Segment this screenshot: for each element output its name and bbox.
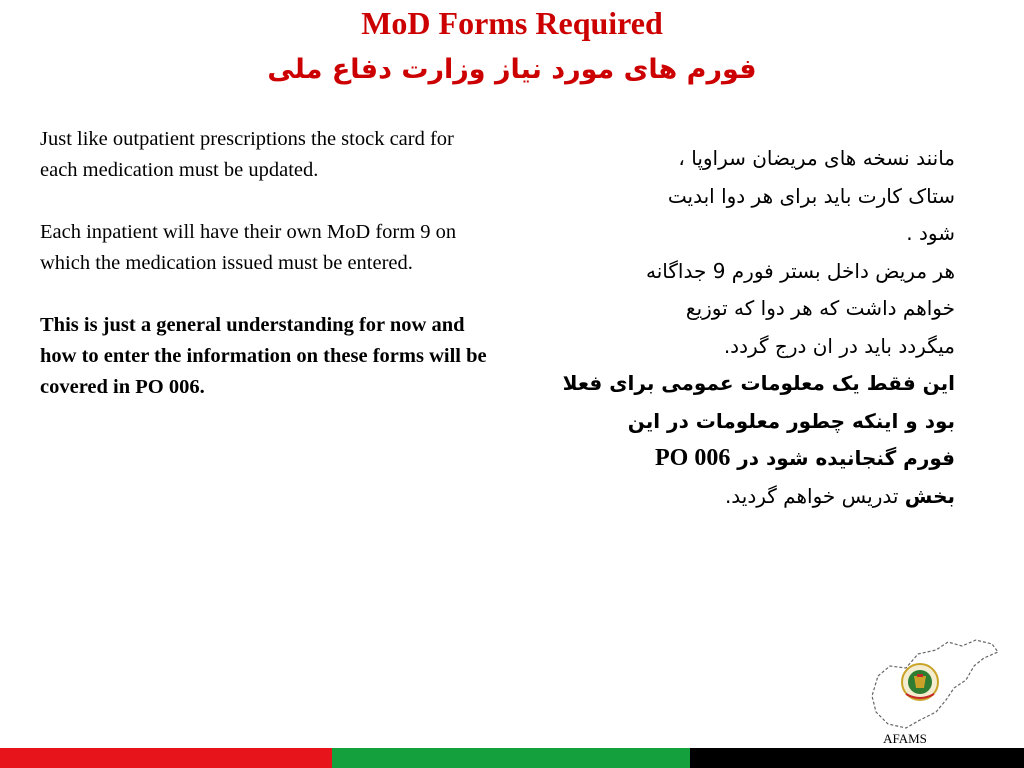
persian-line-9-text: فورم گنجانیده شود در <box>737 446 955 470</box>
stripe-red <box>0 748 332 768</box>
stripe-green <box>332 748 690 768</box>
persian-line-3: شود . <box>906 221 955 245</box>
slide-title: MoD Forms Required <box>361 5 663 41</box>
bottom-color-stripe <box>0 748 1024 768</box>
persian-line-8: بود و اینکه چطور معلومات در این <box>627 408 955 433</box>
persian-line-1: مانند نسخه های مریضان سراوپا ، <box>678 146 955 170</box>
afams-caption: AFAMS <box>883 731 927 746</box>
persian-line-5: خواهم داشت که هر دوا که توزیع <box>685 296 955 320</box>
persian-line-10-rest: تدریس خواهم گردید. <box>724 483 899 508</box>
persian-line-6: میگردد باید در ان درج گردد. <box>723 333 955 358</box>
po-code: PO 006 <box>655 445 731 471</box>
paragraph-stock-card: Just like outpatient prescriptions the stock card for each medication must be updated. <box>40 128 454 181</box>
paragraph-general-note: This is just a general understanding for now and how to enter the information on these forms will be covered in PO 006. <box>40 314 487 398</box>
afghanistan-map-emblem-icon <box>866 636 1002 732</box>
persian-line-2: ستاک کارت باید برای هر دوا ابدیت <box>667 183 955 208</box>
stripe-black <box>690 748 1024 768</box>
paragraph-form-9: Each inpatient will have their own MoD form 9 on which the medication issued must be entered. <box>40 221 457 274</box>
persian-line-10 <box>505 478 955 516</box>
persian-text-column <box>505 140 955 515</box>
persian-line-4: هر مریض داخل بستر فورم 9 جداگانه <box>646 258 955 283</box>
persian-line-9 <box>505 440 955 478</box>
english-text-column <box>40 124 495 403</box>
persian-line-7: این فقط یک معلومات عمومی برای فعلا <box>562 371 955 395</box>
slide-subtitle: فورم های مورد نیاز وزارت دفاع ملی <box>267 54 757 85</box>
persian-line-10-bold: بخش <box>904 483 955 508</box>
